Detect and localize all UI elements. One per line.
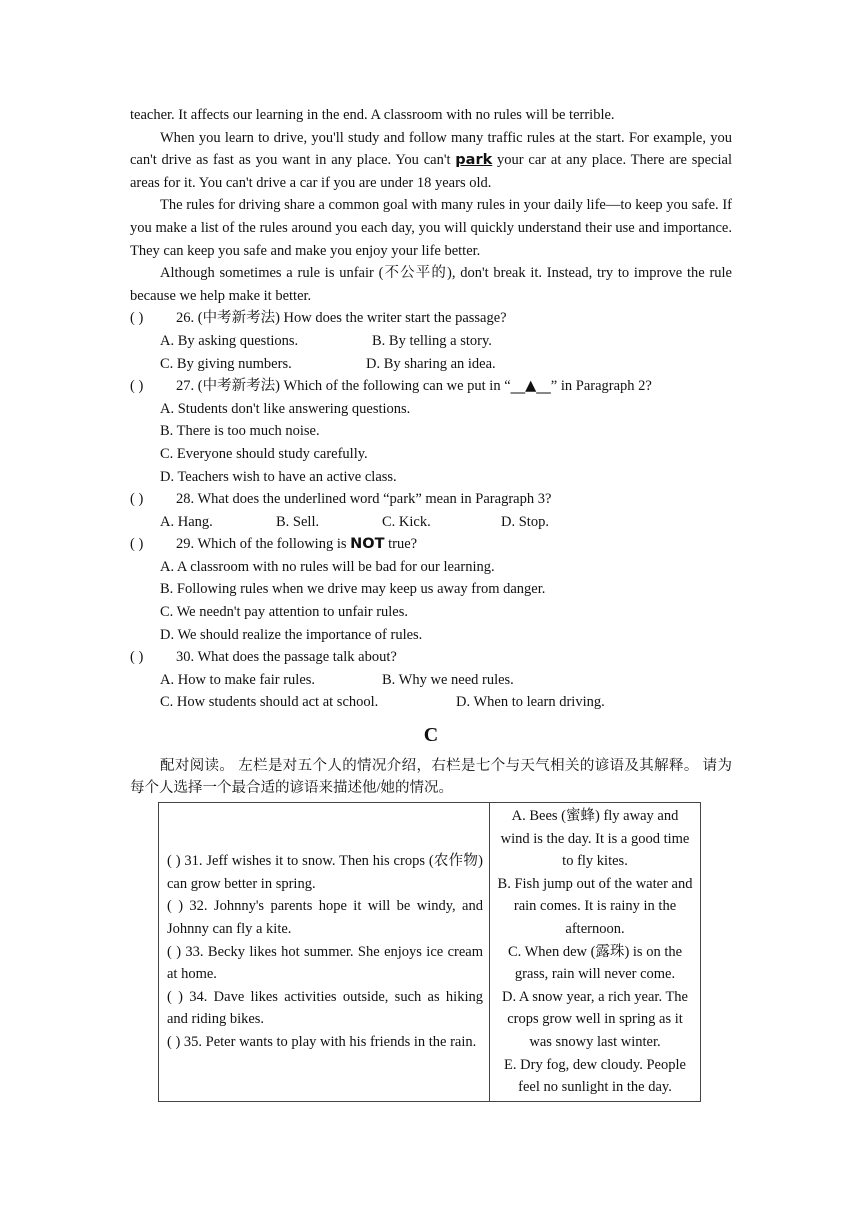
person-item-35[interactable]: ( ) 35. Peter wants to play with his friends in the rain.: [167, 1033, 477, 1050]
answer-blank[interactable]: ( ): [130, 491, 144, 508]
question-26: [130, 307, 732, 375]
question-text: 27. (中考新考法) Which of the following can we put in “__▲__” in Paragraph 2?: [176, 378, 652, 395]
saying-e: E. Dry fog, dew cloudy. People feel no sunlight in the day.: [504, 1056, 686, 1096]
answer-blank[interactable]: ( ): [130, 310, 144, 327]
passage-paragraph-4: Although sometimes a rule is unfair (不公平的), don't break it. Instead, try to improve the rule because we help make it better.: [130, 265, 732, 304]
underlined-word-park: park: [455, 152, 493, 169]
saying-c: C. When dew (露珠) is on the grass, rain will never come.: [507, 943, 683, 983]
matching-table: [158, 802, 701, 1102]
option-a: A. By asking questions.: [160, 332, 299, 349]
option-a: A. A classroom with no rules will be bad for our learning.: [160, 558, 495, 575]
person-item-32[interactable]: ( ) 32. Johnny's parents hope it will be windy, and Johnny can fly a kite.: [167, 898, 483, 937]
option-c: C. Everyone should study carefully.: [160, 445, 368, 462]
passage-paragraph-1: teacher. It affects our learning in the end. A classroom with no rules will be terrible.: [130, 107, 615, 123]
reading-page: [130, 104, 732, 800]
option-c: C. We needn't pay attention to unfair rules.: [160, 604, 409, 621]
passage-paragraph-2: When you learn to drive, you'll study and follow many traffic rules at the start. For example, you can't drive as fast as you want in any place. You can't park your car at any place. There are special areas for it. You can't drive a car if you are under 18 years old.: [130, 129, 732, 191]
blank-triangle: __▲__: [510, 378, 551, 395]
question-text: 30. What does the passage talk about?: [176, 649, 397, 666]
emphasis-not: NOT: [350, 536, 385, 553]
option-b: B. Why we need rules.: [382, 671, 514, 688]
option-d: D. Teachers wish to have an active class.: [160, 468, 397, 485]
question-29: [130, 533, 732, 646]
person-item-31[interactable]: ( ) 31. Jeff wishes it to snow. Then his crops (农作物) can grow better in spring.: [167, 853, 483, 892]
people-column: [159, 803, 490, 1102]
option-b: B. Sell.: [276, 513, 320, 530]
saying-d: D. A snow year, a rich year. The crops grow well in spring as it was snowy last winter.: [502, 988, 688, 1050]
answer-blank[interactable]: ( ): [130, 378, 144, 395]
sayings-column: [490, 803, 701, 1102]
answer-blank[interactable]: ( ): [130, 649, 144, 666]
option-b: B. There is too much noise.: [160, 423, 320, 440]
question-28: [130, 488, 732, 533]
person-item-34[interactable]: ( ) 34. Dave likes activities outside, such as hiking and riding bikes.: [167, 988, 483, 1028]
option-d: D. Stop.: [501, 513, 549, 530]
section-heading-c: C: [423, 724, 439, 747]
option-c: C. Kick.: [382, 513, 431, 530]
question-text: 28. What does the underlined word “park” mean in Paragraph 3?: [176, 491, 552, 508]
question-30: [130, 646, 732, 714]
saying-b: B. Fish jump out of the water and rain comes. It is rainy in the afternoon.: [497, 875, 693, 937]
option-b: B. By telling a story.: [372, 332, 492, 349]
option-d: D. When to learn driving.: [456, 694, 605, 711]
question-text: 29. Which of the following is NOT true?: [176, 536, 418, 553]
option-a: A. Hang.: [160, 513, 213, 530]
option-b: B. Following rules when we drive may keep us away from danger.: [160, 581, 546, 598]
question-27: [130, 375, 732, 488]
option-d: D. We should realize the importance of rules.: [160, 626, 423, 643]
option-c: C. By giving numbers.: [160, 355, 292, 372]
section-c-instructions: 配对阅读。 左栏是对五个人的情况介绍，右栏是七个与天气相关的谚语及其解释。 请为每个人选择一个最合适的谚语来描述他/她的情况。: [130, 757, 732, 797]
option-a: A. Students don't like answering questions.: [160, 400, 411, 417]
option-c: C. How students should act at school.: [160, 694, 379, 711]
saying-a: A. Bees (蜜蜂) fly away and wind is the day. It is a good time to fly kites.: [500, 808, 690, 870]
option-a: A. How to make fair rules.: [160, 671, 316, 688]
passage-paragraph-3: The rules for driving share a common goal with many rules in your daily life—to keep you safe. If you make a list of the rules around you each day, you will quickly understand their use and importance. They can keep you safe and make you enjoy your life better.: [130, 197, 732, 259]
option-d: D. By sharing an idea.: [366, 355, 496, 372]
question-text: 26. (中考新考法) How does the writer start the passage?: [176, 310, 507, 327]
person-item-33[interactable]: ( ) 33. Becky likes hot summer. She enjoys ice cream at home.: [167, 943, 483, 983]
answer-blank[interactable]: ( ): [130, 536, 144, 553]
